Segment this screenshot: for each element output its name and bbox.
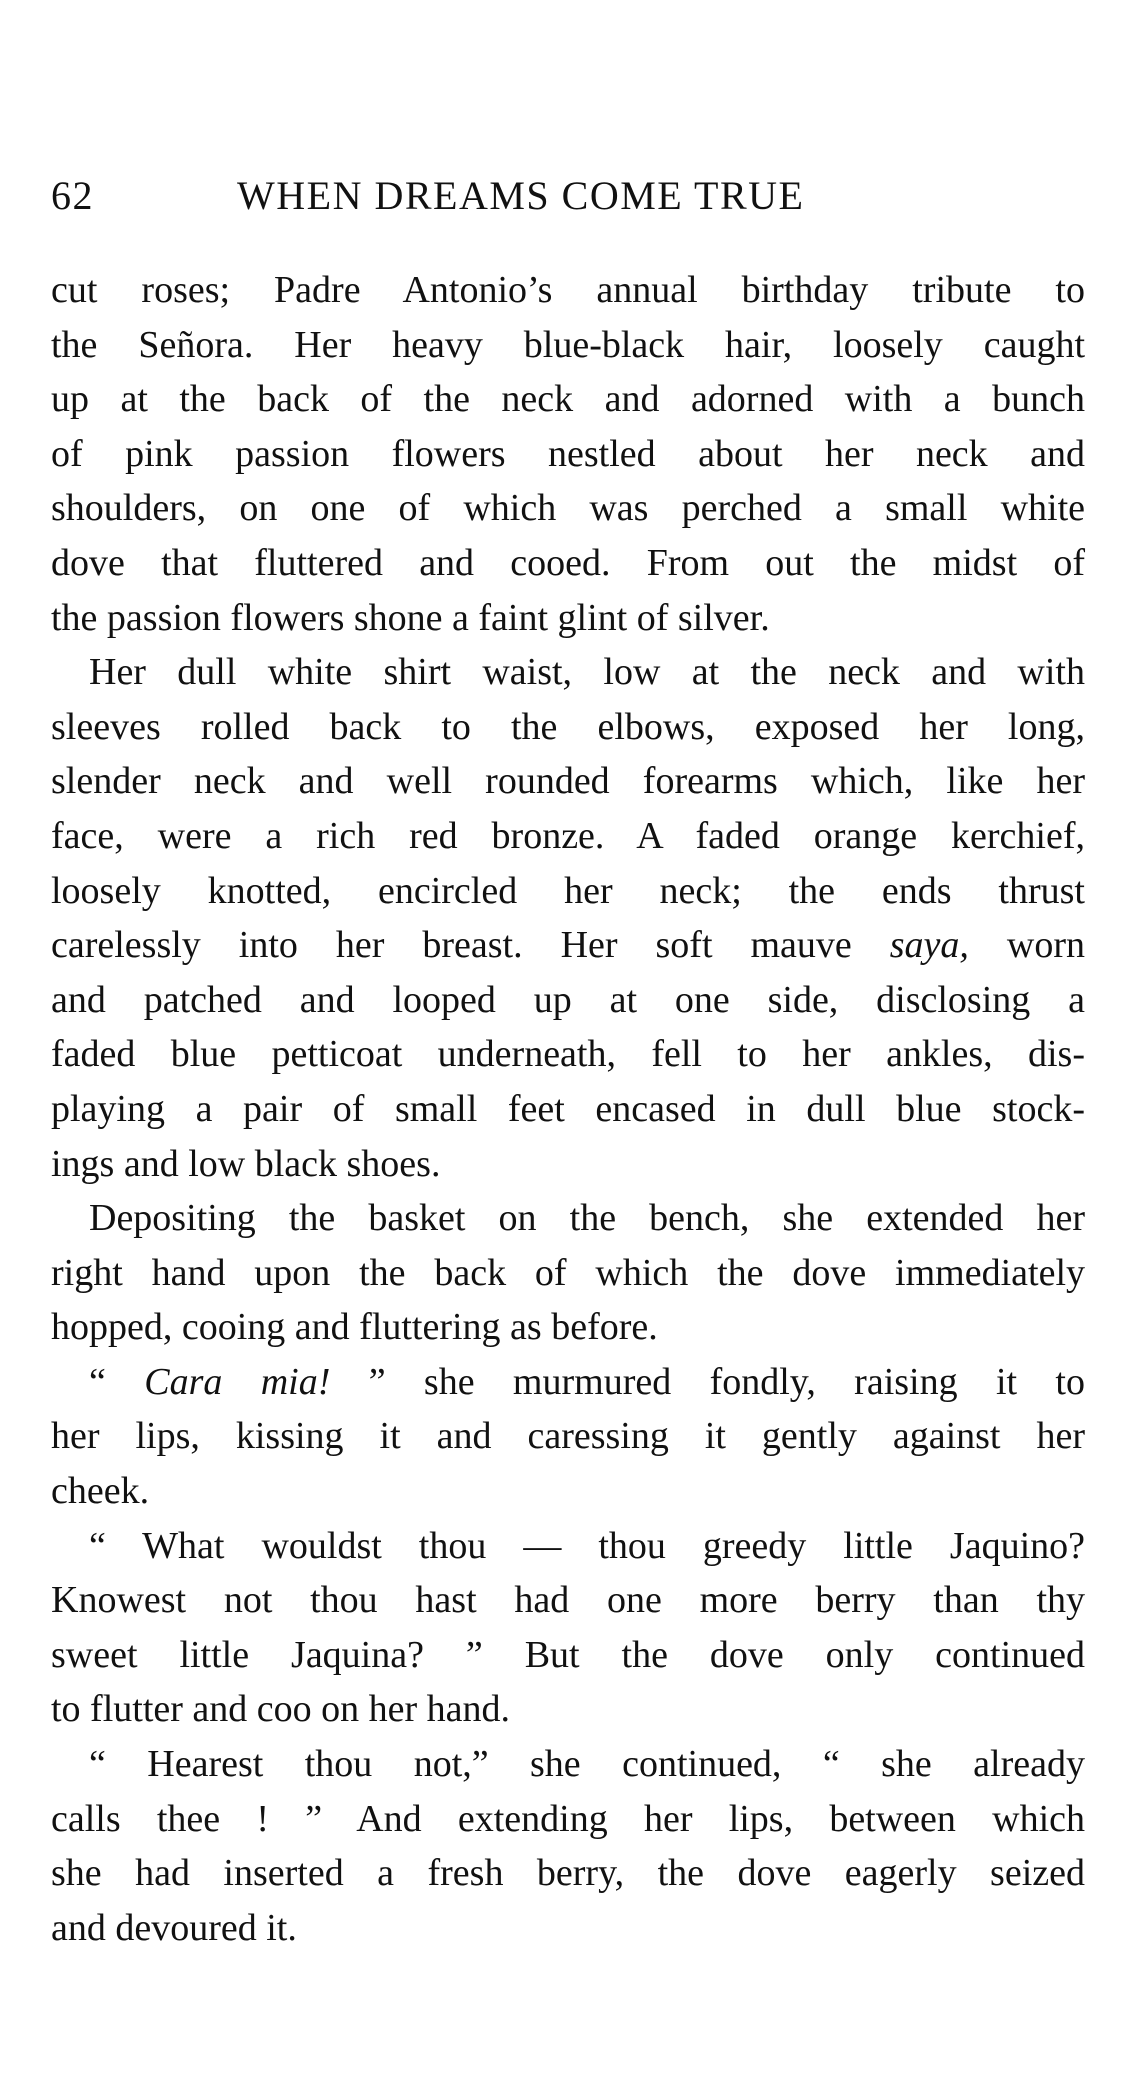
text-line: face, were a rich red bronze. A faded orange kerchief, bbox=[51, 814, 1085, 857]
text-line: sweet little Jaquina? ” But the dove only continued bbox=[51, 1633, 1085, 1676]
paragraph bbox=[51, 1191, 1085, 1355]
text-line: “ Hearest thou not,” she continued, “ she already bbox=[89, 1743, 1085, 1786]
text-line: right hand upon the back of which the dove immediately bbox=[51, 1251, 1085, 1294]
text-line: cheek. bbox=[51, 1470, 150, 1513]
text-line: slender neck and well rounded forearms which, like her bbox=[51, 760, 1085, 803]
text-line bbox=[51, 918, 1085, 973]
text-run: carelessly into her breast. Her soft mauve bbox=[51, 924, 890, 967]
text-line: loosely knotted, encircled her neck; the ends thrust bbox=[51, 869, 1085, 912]
text-line: cut roses; Padre Antonio’s annual birthday tribute to bbox=[51, 269, 1085, 311]
italic-text: saya, bbox=[889, 924, 969, 967]
text-line: ings and low black shoes. bbox=[51, 1142, 441, 1185]
text-line: sleeves rolled back to the elbows, exposed her long, bbox=[51, 705, 1085, 748]
paragraph bbox=[51, 645, 1085, 1191]
text-line bbox=[51, 1355, 1085, 1410]
italic-text: Cara mia! bbox=[144, 1360, 331, 1403]
text-line: faded blue petticoat underneath, fell to her ankles, dis- bbox=[51, 1033, 1085, 1076]
text-line: the passion flowers shone a faint glint of silver. bbox=[51, 596, 770, 639]
text-line: playing a pair of small feet encased in dull blue stock- bbox=[51, 1087, 1085, 1130]
paragraph bbox=[51, 1355, 1085, 1519]
paragraph bbox=[51, 1519, 1085, 1737]
page-header bbox=[51, 172, 1085, 224]
text-line: “ What wouldst thou — thou greedy little Jaquino? bbox=[89, 1524, 1085, 1567]
text-line: up at the back of the neck and adorned with a bunch bbox=[51, 378, 1085, 421]
text-line: Depositing the basket on the bench, she extended her bbox=[89, 1197, 1085, 1240]
text-line: calls thee ! ” And extending her lips, between which bbox=[51, 1797, 1085, 1840]
paragraph bbox=[51, 1737, 1085, 1955]
text-run: worn bbox=[968, 924, 1085, 967]
text-line: Knowest not thou hast had one more berry than thy bbox=[51, 1579, 1085, 1622]
text-run: “ bbox=[89, 1360, 145, 1403]
text-line: the Señora. Her heavy blue-black hair, loosely caught bbox=[51, 323, 1085, 366]
book-page bbox=[51, 0, 1085, 2093]
text-run: ” she murmured fondly, raising it to bbox=[330, 1360, 1085, 1403]
text-line: Her dull white shirt waist, low at the neck and with bbox=[89, 651, 1085, 694]
body-text bbox=[51, 263, 1085, 1955]
text-line: her lips, kissing it and caressing it gently against her bbox=[51, 1415, 1085, 1458]
text-line: and devoured it. bbox=[51, 1906, 297, 1949]
page-number: 62 bbox=[51, 173, 94, 218]
text-line: to flutter and coo on her hand. bbox=[51, 1688, 511, 1731]
text-line: she had inserted a fresh berry, the dove eagerly seized bbox=[51, 1852, 1085, 1895]
paragraph bbox=[51, 263, 1085, 645]
running-title: WHEN DREAMS COME TRUE bbox=[237, 173, 805, 218]
text-line: and patched and looped up at one side, disclosing a bbox=[51, 978, 1085, 1021]
text-line: shoulders, on one of which was perched a small white bbox=[51, 487, 1085, 530]
text-line: hopped, cooing and fluttering as before. bbox=[51, 1306, 658, 1349]
text-line: of pink passion flowers nestled about her neck and bbox=[51, 432, 1085, 475]
text-line: dove that fluttered and cooed. From out the midst of bbox=[51, 541, 1085, 584]
